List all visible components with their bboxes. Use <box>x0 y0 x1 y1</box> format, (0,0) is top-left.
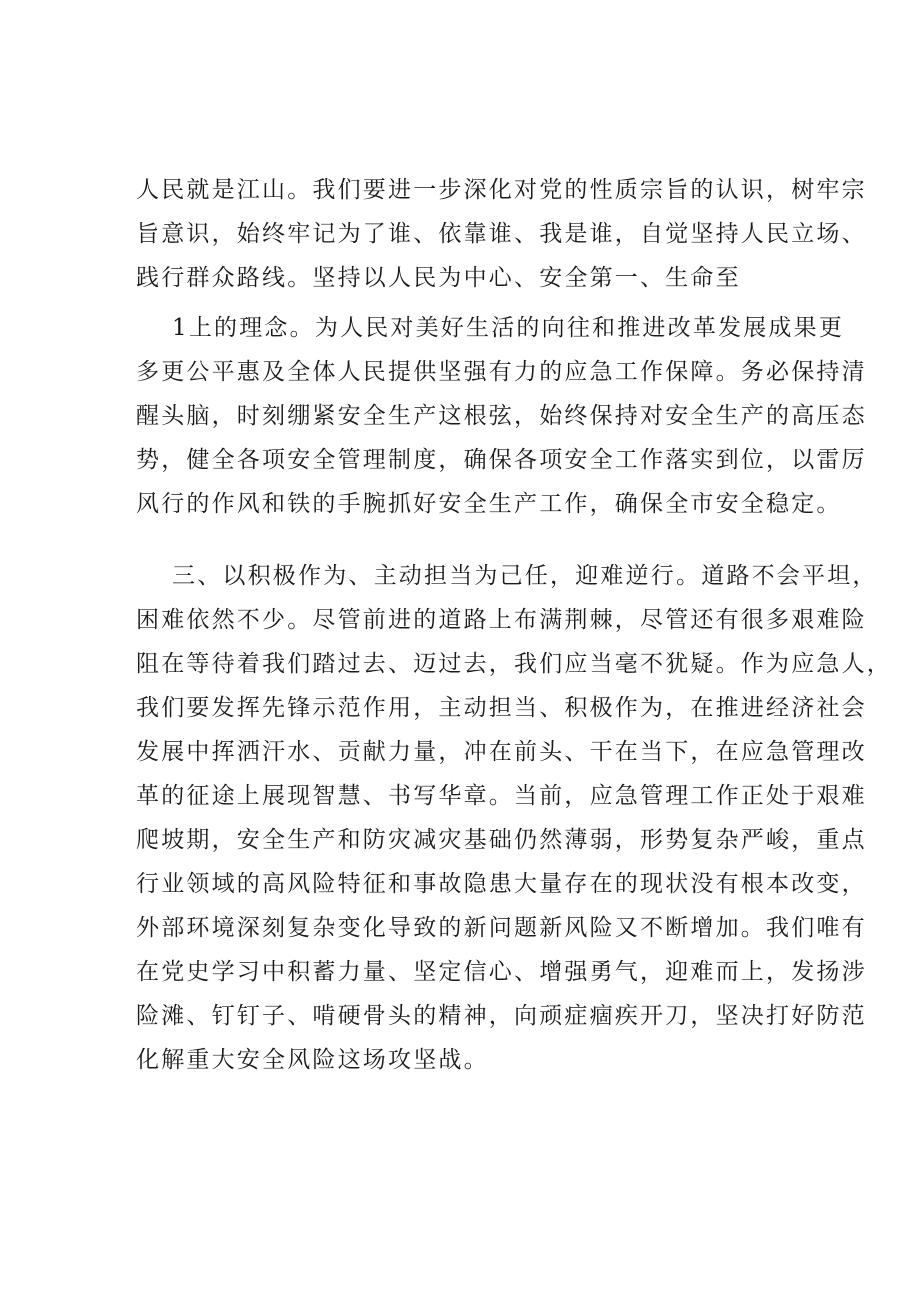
paragraph-line: 风行的作风和铁的手腕抓好安全生产工作，确保全市安全稳定。 <box>136 491 842 517</box>
paragraph-line: 险滩、钉钉子、啃硬骨头的精神，向顽症痼疾开刀，坚决打好防范 <box>136 1003 867 1029</box>
paragraph-line: 醒头脑，时刻绷紧安全生产这根弦，始终保持对安全生产的高压态 <box>136 403 867 429</box>
paragraph-line: 发展中挥洒汗水、贡献力量，冲在前头、干在当下，在应急管理改 <box>136 739 867 765</box>
paragraph-line: 势，健全各项安全管理制度，确保各项安全工作落实到位，以雷厉 <box>136 447 867 473</box>
paragraph-line: 阻在等待着我们踏过去、迈过去，我们应当毫不犹疑。作为应急人， <box>136 651 892 677</box>
paragraph-line: 1上的理念。为人民对美好生活的向往和推进改革发展成果更 <box>172 315 845 341</box>
paragraph-line: 革的征途上展现智慧、书写华章。当前，应急管理工作正处于艰难 <box>136 783 867 809</box>
paragraph-line: 我们要发挥先锋示范作用，主动担当、积极作为，在推进经济社会 <box>136 695 867 721</box>
paragraph-3 <box>136 554 892 1082</box>
paragraph-line: 爬坡期，安全生产和防灾减灾基础仍然薄弱，形势复杂严峻，重点 <box>136 827 867 853</box>
paragraph-line: 行业领域的高风险特征和事故隐患大量存在的现状没有根本改变， <box>136 871 867 897</box>
paragraph-line: 困难依然不少。尽管前进的道路上布满荆棘，尽管还有很多艰难险 <box>136 607 867 633</box>
paragraph-line: 外部环境深刻复杂变化导致的新问题新风险又不断增加。我们唯有 <box>136 915 867 941</box>
paragraph-line: 多更公平惠及全体人民提供坚强有力的应急工作保障。务必保持清 <box>136 359 867 385</box>
paragraph-line: 践行群众路线。坚持以人民为中心、安全第一、生命至 <box>136 265 741 291</box>
paragraph-1 <box>136 168 867 300</box>
paragraph-2 <box>136 306 867 526</box>
paragraph-line: 旨意识，始终牢记为了谁、依靠谁、我是谁，自觉坚持人民立场、 <box>136 221 867 247</box>
paragraph-line: 人民就是江山。我们要进一步深化对党的性质宗旨的认识，树牢宗 <box>136 177 867 203</box>
paragraph-line: 化解重大安全风险这场攻坚战。 <box>136 1047 489 1073</box>
paragraph-line: 三、以积极作为、主动担当为己任，迎难逆行。道路不会平坦， <box>172 563 878 589</box>
paragraph-line: 在党史学习中积蓄力量、坚定信心、增强勇气，迎难而上，发扬涉 <box>136 959 867 985</box>
